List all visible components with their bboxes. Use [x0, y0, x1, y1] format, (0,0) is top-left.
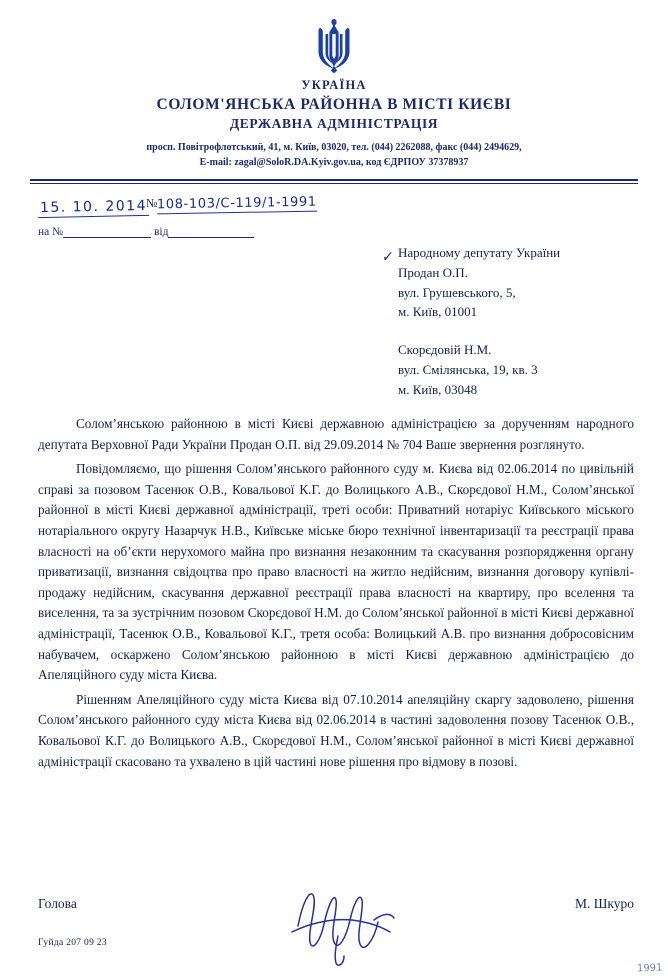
organisation-line-1: СОЛОМ'ЯНСЬКА РАЙОННА В МІСТІ КИЄВІ	[156, 96, 512, 113]
header-divider-thin	[30, 183, 638, 184]
addressee-secondary-line-2: вул. Смілянська, 19, кв. 3	[398, 361, 538, 377]
contact-details	[0, 141, 668, 170]
ukraine-coat-of-arms-icon	[314, 18, 354, 74]
check-mark-icon: ✓	[381, 246, 395, 267]
signer-position: Голова	[38, 896, 77, 911]
body-paragraph-1: Солом’янською районною в місті Києві державною адміністрацією за дорученням народного депутата Верховної Ради України Продан О.П. від 29.09.2014 № 704 Ваше звернення розглянуто.	[38, 416, 634, 452]
footer-executor-code: Гуйда 207 09 23	[38, 938, 107, 948]
incoming-date-label: від	[153, 226, 169, 238]
contact-line-1: просп. Повітрофлотський, 41, м. Київ, 03020, тел. (044) 2262088, факс (044) 2494629,	[146, 142, 522, 153]
addressee-secondary-line-3: м. Київ, 03048	[398, 381, 478, 397]
corner-stamp-number: 1991	[636, 962, 663, 975]
registration-block	[38, 196, 368, 252]
header-divider-thick	[30, 179, 638, 181]
incoming-reference-row	[38, 226, 254, 238]
addressee-primary-line-4: м. Київ, 01001	[398, 304, 478, 320]
handwritten-signature-icon	[278, 880, 408, 966]
body-paragraph-3: Рішенням Апеляційного суду міста Києва від 07.10.2014 апеляційну скаргу задоволено, рішення Солом’янського районного суду міста Києва від 02.06.2014 в частині задоволення позову Тасенюк О.В., Ковальової К.Г. до Волицького А.В., Скорєдової Н.М., Солом’янської районної в місті Києві державної адміністрації скасовано та ухвалено в цій частині нове рішення про відмову в позові.	[38, 691, 634, 769]
registration-date	[38, 196, 149, 217]
registration-number-value: 108-103/С-119/1-1991	[157, 194, 318, 213]
contact-line-2: E-mail: zagal@SoloR.DA.Kyiv.gov.ua, код ЄДРПОУ 37378937	[199, 156, 469, 168]
letter-body	[38, 414, 634, 773]
registration-number-label: №	[146, 196, 158, 210]
registration-number	[146, 196, 317, 213]
incoming-date-field	[168, 226, 254, 238]
letterhead	[0, 0, 668, 184]
addressee-secondary	[398, 340, 560, 399]
addressee-primary-line-2: Продан О.П.	[398, 264, 468, 280]
incoming-number-label: на №	[38, 226, 64, 238]
organisation-line-2: ДЕРЖАВНА АДМІНІСТРАЦІЯ	[229, 116, 439, 131]
incoming-number-field	[63, 226, 151, 238]
country-name: УКРАЇНА	[301, 78, 367, 92]
addressee-primary	[381, 243, 561, 322]
addressee-block	[381, 243, 561, 417]
addressee-primary-line-1: Народному депутату України	[398, 245, 561, 260]
body-paragraph-2: Повідомляємо, що рішення Солом’янського районного суду м. Києва від 02.06.2014 по цивільній справі за позовом Тасенюк О.В., Ковальової К.Г. до Волицького А.В., Скорєдової Н.М., Солом’янської районної в місті Києві державної адміністрації, треті особи: Приватний нотаріус Київського міського нотаріального округу Назарчук Н.В., Київське міське бюро технічної інвентаризації та реєстрації права власності на об’єкти нерухомого майна про визнання незаконним та скасування розпорядження органу приватизації, визнання свідоцтва про право власності на житло недійсним, визнання договору купівлі-продажу недійсним, скасування державної реєстрації права власності на квартиру, про вселення та виселення, та за зустрічним позовом Скорєдової Н.М. до Солом’янської районної в місті Києві державної адміністрації, Тасенюк О.В., Ковальової К.Г., третя особа: Волицький А.В. про визнання добросовісним набувачем, оскаржено Солом’янською районною в місті Києві державною адміністрацією до Апеляційного суду міста Києва.	[38, 461, 634, 683]
registration-date-value: 15. 10. 2014	[38, 198, 149, 218]
addressee-primary-line-3: вул. Грушевського, 5,	[398, 284, 516, 300]
addressee-secondary-line-1: Скорєдовій Н.М.	[398, 342, 492, 357]
signer-name: М. Шкуро	[575, 896, 634, 911]
